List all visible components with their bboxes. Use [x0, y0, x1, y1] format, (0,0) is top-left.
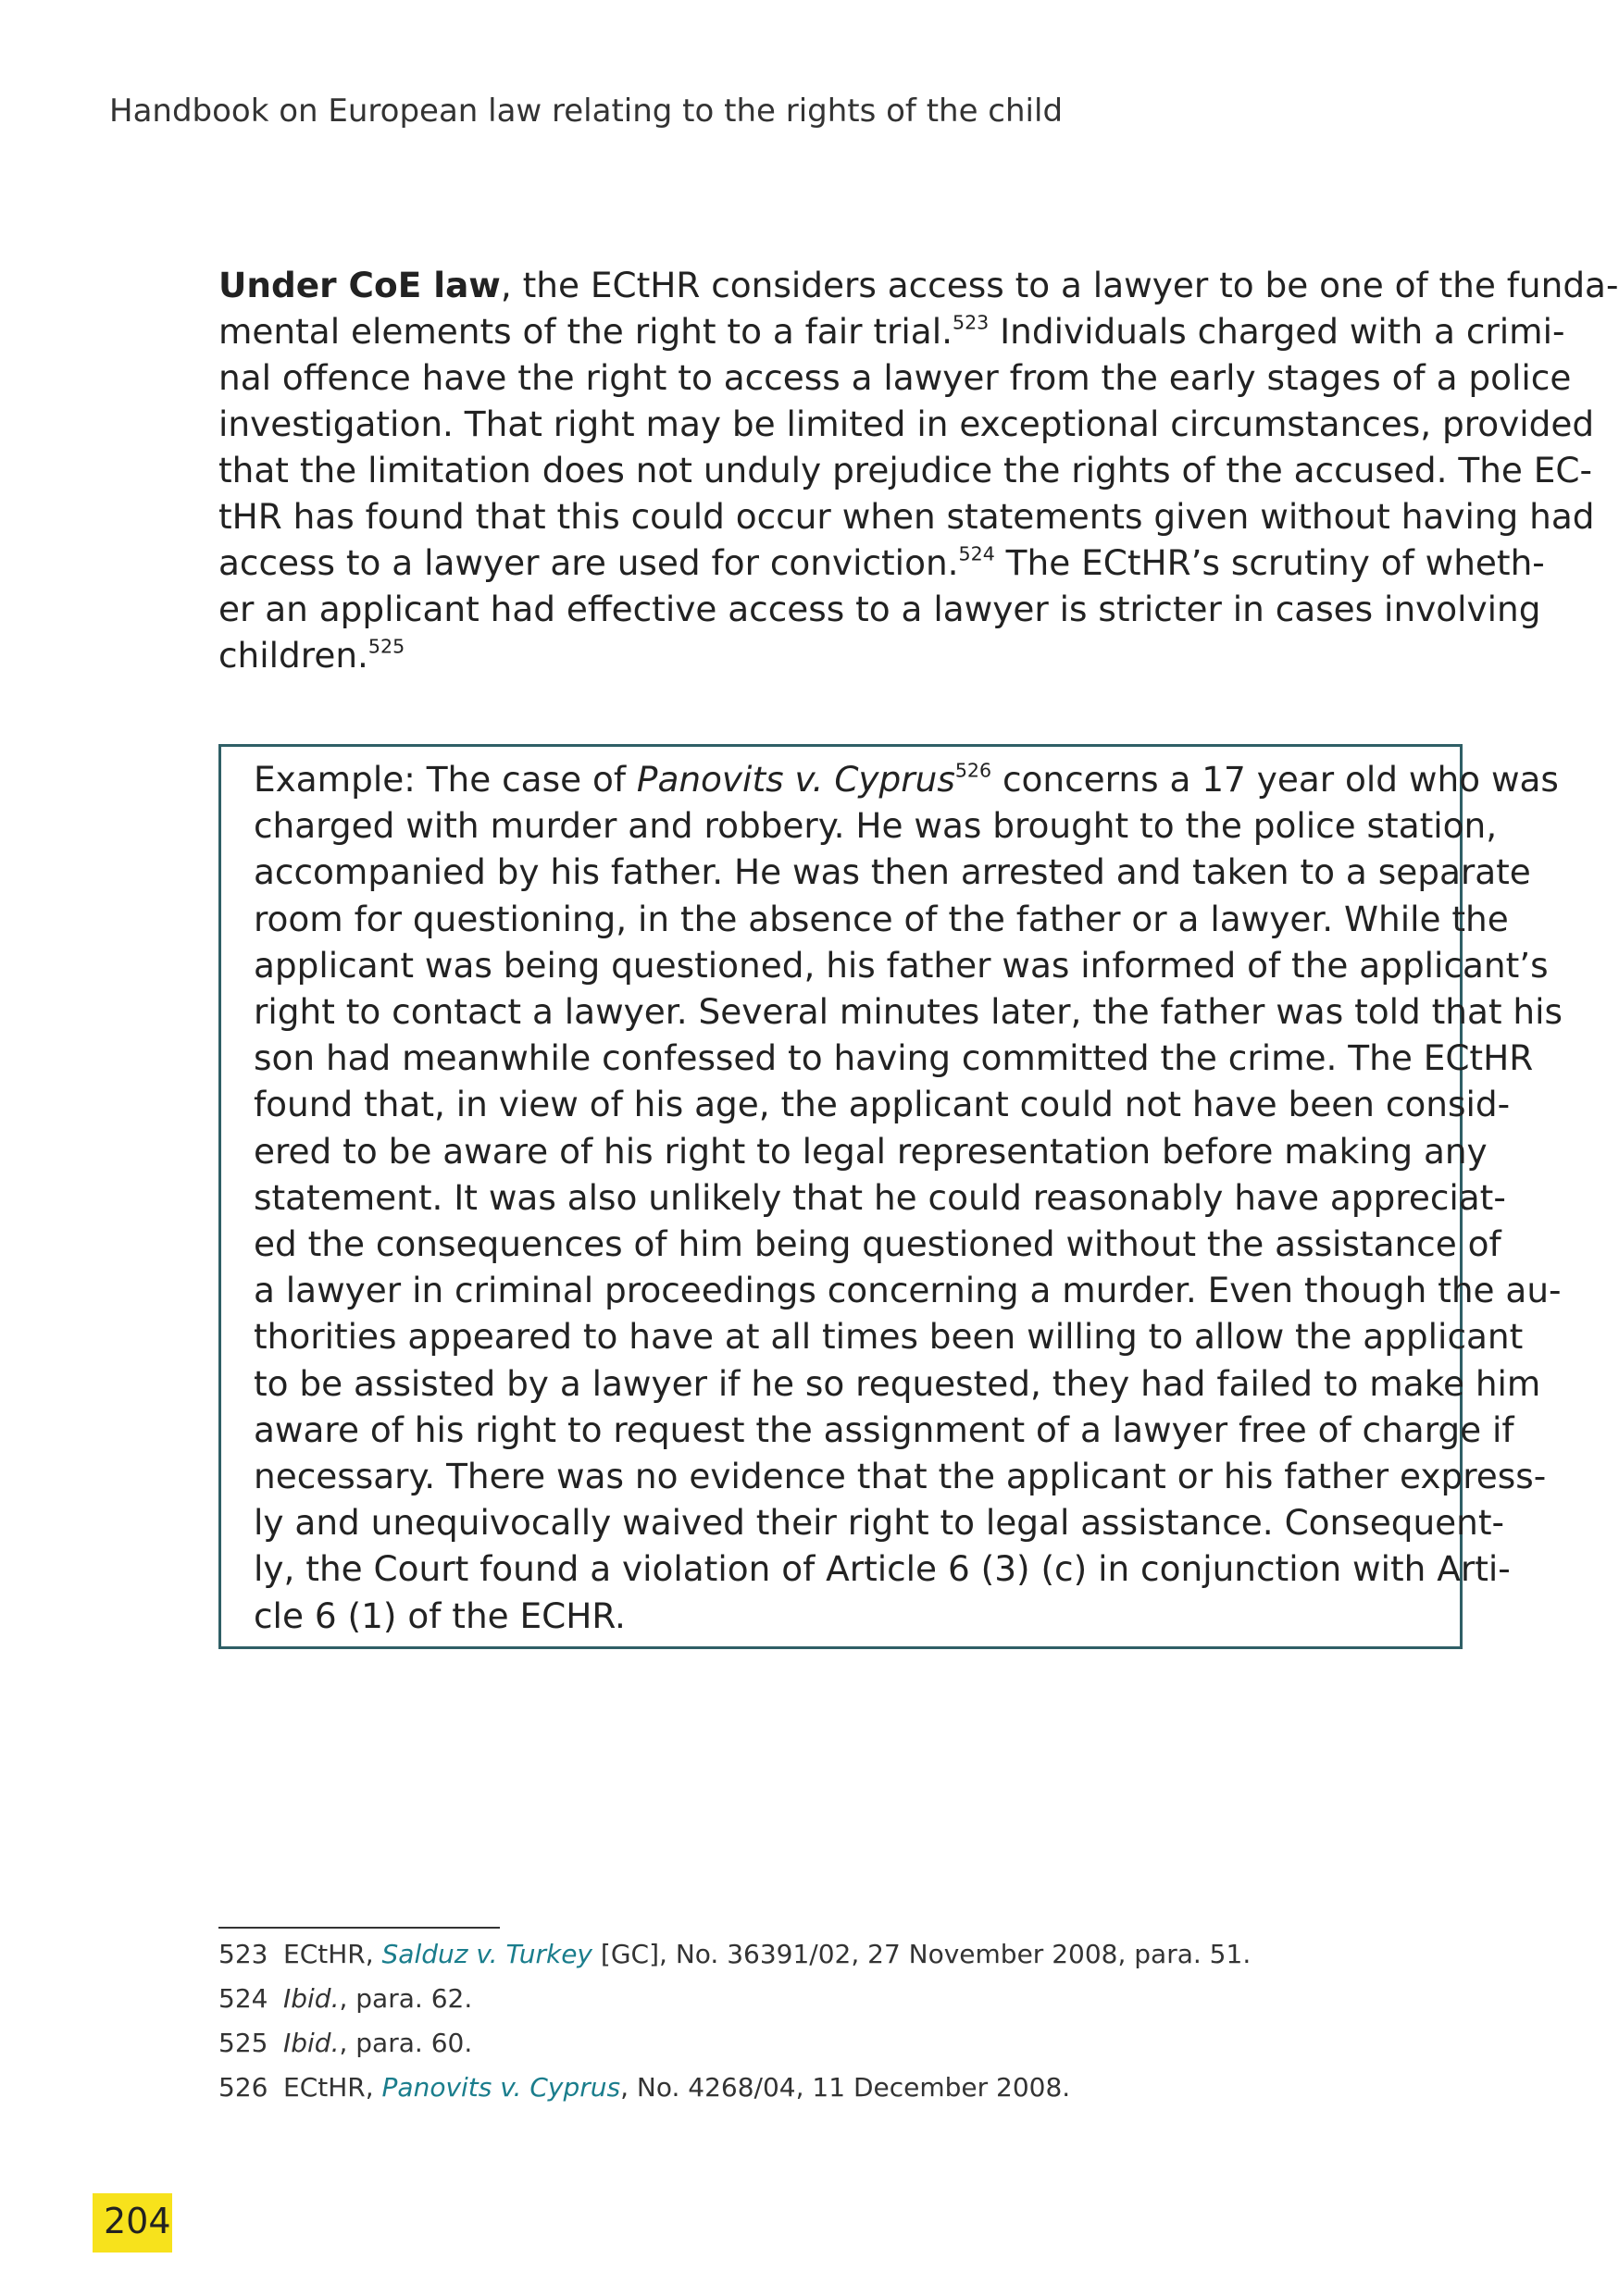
- text-line: statement. It was also unlikely that he could reasonably have appreciat-: [254, 1176, 1506, 1218]
- text-line: ed the consequences of him being questioned without the assistance of: [254, 1223, 1501, 1265]
- text-line: right to contact a lawyer. Several minutes later, the father was told that his: [254, 991, 1563, 1033]
- footnote-ref[interactable]: 523: [952, 311, 990, 334]
- case-name: Panovits v. Cyprus: [636, 759, 955, 800]
- text-line: to be assisted by a lawyer if he so requested, they had failed to make him: [254, 1362, 1541, 1404]
- footnotes: [218, 1932, 1459, 2110]
- footnote-524: 524 Ibid., para. 62.: [218, 1977, 1459, 2021]
- text-line: found that, in view of his age, the applicant could not have been consid-: [254, 1084, 1511, 1125]
- text-line: tHR has found that this could occur when statements given without having had: [218, 496, 1595, 537]
- footnote-526: 526 ECtHR, Panovits v. Cyprus, No. 4268/04, 11 December 2008.: [218, 2066, 1459, 2110]
- page-number: 204: [104, 2201, 171, 2241]
- text-line: room for questioning, in the absence of the father or a lawyer. While the: [254, 898, 1509, 939]
- intro-paragraph: [218, 262, 1619, 678]
- text-line: charged with murder and robbery. He was brought to the police station,: [254, 805, 1498, 847]
- footnote-number: 526: [218, 2072, 268, 2103]
- running-header: Handbook on European law relating to the rights of the child: [109, 93, 1064, 130]
- footnote-number: 525: [218, 2028, 268, 2058]
- text-line: ly, the Court found a violation of Article 6 (3) (c) in conjunction with Arti-: [254, 1548, 1511, 1590]
- text-line: aware of his right to request the assignment of a lawyer free of charge if: [254, 1409, 1514, 1450]
- text-line: access to a lawyer are used for conviction.$^{524}$ The ECtHR’s scrutiny of wheth-: [218, 542, 1545, 583]
- text-line: ered to be aware of his right to legal representation before making any: [254, 1130, 1488, 1172]
- footnote-525: 525 Ibid., para. 60.: [218, 2021, 1459, 2066]
- page-number-badge: [93, 2193, 172, 2253]
- footnote-ref[interactable]: 525: [367, 635, 405, 658]
- example-box: [218, 744, 1563, 1649]
- example-text: [254, 756, 1563, 1639]
- text-line: cle 6 (1) of the ECHR.: [254, 1595, 626, 1636]
- text-line: that the limitation does not unduly prejudice the rights of the accused. The EC-: [218, 450, 1593, 490]
- text-line: Example: The case of Panovits v. Cyprus$^{526}$ concerns a 17 year old who was: [254, 759, 1559, 800]
- text-line: children.$^{525}$: [218, 635, 405, 676]
- footnote-ref[interactable]: 524: [958, 542, 995, 565]
- footnote-number: 523: [218, 1939, 268, 1969]
- text-line: necessary. There was no evidence that the applicant or his father express-: [254, 1456, 1547, 1497]
- text-line: nal offence have the right to access a lawyer from the early stages of a police: [218, 357, 1572, 398]
- text-line: mental elements of the right to a fair trial.$^{523}$ Individuals charged with a crimi-: [218, 311, 1565, 352]
- text-line: accompanied by his father. He was then arrested and taken to a separate: [254, 851, 1531, 893]
- bold-lead: Under CoE law: [218, 265, 501, 305]
- text-line: ly and unequivocally waived their right to legal assistance. Consequent-: [254, 1502, 1505, 1544]
- footnote-divider: [218, 1927, 500, 1929]
- text-line: applicant was being questioned, his father was informed of the applicant’s: [254, 944, 1549, 986]
- footnote-number: 524: [218, 1983, 268, 2014]
- case-link[interactable]: Panovits v. Cyprus: [381, 2072, 621, 2103]
- text-line: investigation. That right may be limited in exceptional circumstances, provided: [218, 403, 1595, 444]
- text-line: thorities appeared to have at all times been willing to allow the applicant: [254, 1316, 1524, 1358]
- text-line: er an applicant had effective access to a lawyer is stricter in cases involving: [218, 589, 1541, 629]
- text-line: a lawyer in criminal proceedings concerning a murder. Even though the au-: [254, 1270, 1562, 1311]
- footnote-523: 523 ECtHR, Salduz v. Turkey [GC], No. 36391/02, 27 November 2008, para. 51.: [218, 1932, 1459, 1977]
- text-line: Under CoE law, the ECtHR considers access to a lawyer to be one of the funda-: [218, 265, 1619, 305]
- text-line: son had meanwhile confessed to having committed the crime. The ECtHR: [254, 1037, 1534, 1079]
- case-link[interactable]: Salduz v. Turkey: [381, 1939, 593, 1969]
- footnote-ref[interactable]: 526: [954, 759, 992, 782]
